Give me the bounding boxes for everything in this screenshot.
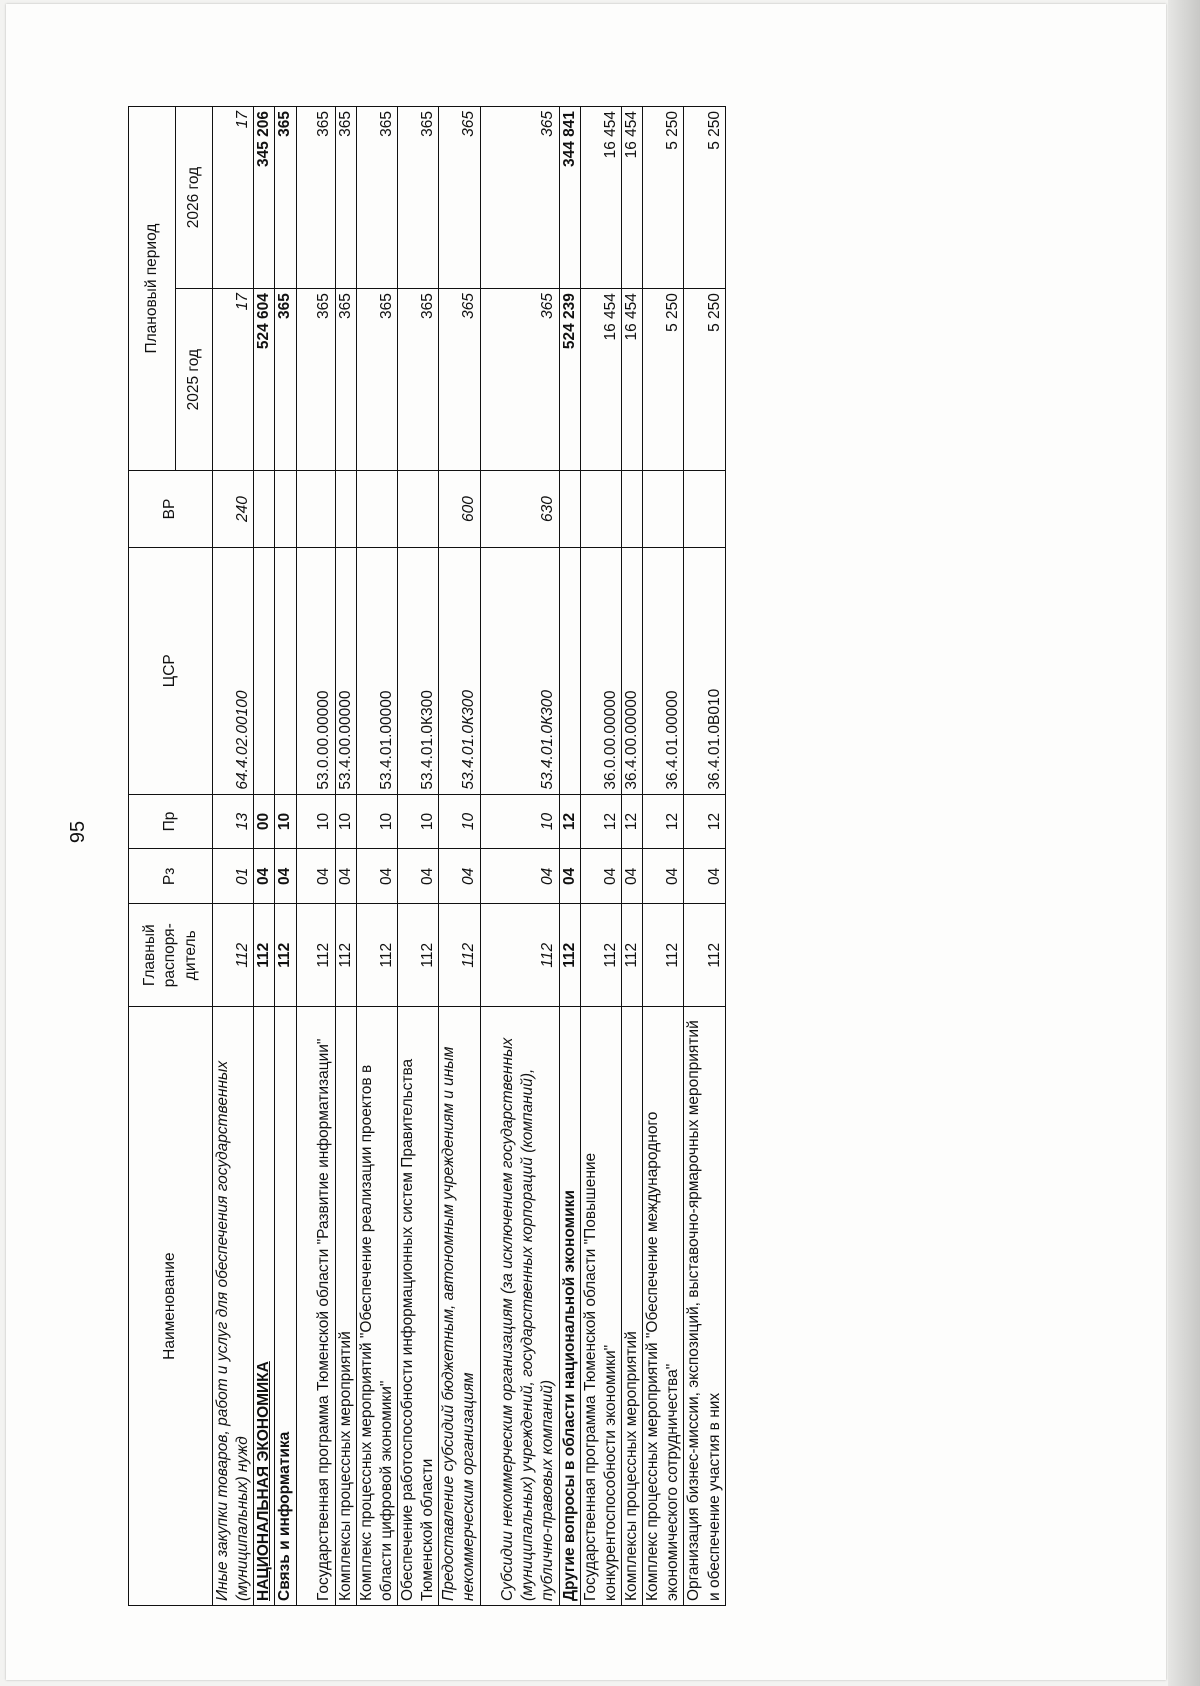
header-vr: ВР <box>129 471 213 548</box>
cell-y2026: 365 <box>275 107 296 289</box>
table-row <box>559 107 580 1606</box>
cell-vr <box>684 471 725 548</box>
cell-rz: 04 <box>684 849 725 904</box>
cell-y2025: 365 <box>335 289 356 471</box>
cell-pr: 12 <box>559 794 580 849</box>
cell-y2025: 365 <box>397 289 438 471</box>
cell-gr: 112 <box>559 904 580 1007</box>
cell-pr: 12 <box>580 794 621 849</box>
cell-name: Другие вопросы в области национальной экономики <box>559 1007 580 1606</box>
header-pr: Пр <box>129 794 213 849</box>
table-row <box>580 107 621 1606</box>
cell-vr <box>621 471 642 548</box>
cell-y2025: 17 <box>213 289 254 471</box>
cell-csr <box>254 547 275 794</box>
rotated-table-container <box>128 106 1033 1606</box>
cell-name: Комплексы процессных мероприятий <box>621 1007 642 1606</box>
cell-y2026: 365 <box>335 107 356 289</box>
header-name: Наименование <box>129 1007 213 1606</box>
cell-y2026: 365 <box>356 107 397 289</box>
cell-rz: 04 <box>254 849 275 904</box>
cell-csr: 53.0.00.00000 <box>296 547 335 794</box>
cell-y2026: 365 <box>296 107 335 289</box>
table-row <box>275 107 296 1606</box>
cell-y2025: 365 <box>356 289 397 471</box>
cell-csr: 53.4.01.0К300 <box>480 547 559 794</box>
table-row <box>254 107 275 1606</box>
cell-vr: 600 <box>439 471 480 548</box>
cell-csr: 36.4.01.00000 <box>643 547 684 794</box>
cell-pr: 12 <box>684 794 725 849</box>
table-body <box>213 107 726 1606</box>
cell-csr: 53.4.00.00000 <box>335 547 356 794</box>
cell-pr: 00 <box>254 794 275 849</box>
cell-gr: 112 <box>621 904 642 1007</box>
header-planning-period: Плановый период <box>129 107 176 471</box>
cell-y2025: 365 <box>275 289 296 471</box>
cell-vr: 630 <box>480 471 559 548</box>
cell-pr: 13 <box>213 794 254 849</box>
cell-y2026: 344 841 <box>559 107 580 289</box>
cell-gr: 112 <box>397 904 438 1007</box>
cell-gr: 112 <box>254 904 275 1007</box>
budget-table <box>128 106 726 1606</box>
cell-pr: 10 <box>335 794 356 849</box>
cell-rz: 04 <box>275 849 296 904</box>
cell-y2025: 365 <box>296 289 335 471</box>
cell-name: Иные закупки товаров, работ и услуг для обеспечения государственных (муниципальных) нужд <box>213 1007 254 1606</box>
cell-name: Организация бизнес-миссии, экспозиций, выставочно-ярмарочных мероприятий и обеспечение участия в них <box>684 1007 725 1606</box>
cell-name: Субсидии некоммерческим организациям (за исключением государственных (муниципальных) учреждений, государственных корпораций (компаний), публично-правовых компаний) <box>480 1007 559 1606</box>
cell-rz: 04 <box>559 849 580 904</box>
cell-pr: 10 <box>275 794 296 849</box>
cell-y2026: 365 <box>480 107 559 289</box>
cell-y2025: 16 454 <box>621 289 642 471</box>
cell-pr: 10 <box>439 794 480 849</box>
cell-rz: 04 <box>397 849 438 904</box>
cell-csr: 36.4.00.00000 <box>621 547 642 794</box>
cell-name: Государственная программа Тюменской области "Повышение конкурентоспособности экономики" <box>580 1007 621 1606</box>
cell-gr: 112 <box>296 904 335 1007</box>
table-row <box>643 107 684 1606</box>
header-2026: 2026 год <box>176 107 213 289</box>
cell-vr <box>643 471 684 548</box>
header-csr: ЦСР <box>129 547 213 794</box>
cell-rz: 04 <box>580 849 621 904</box>
cell-vr <box>296 471 335 548</box>
cell-y2025: 524 604 <box>254 289 275 471</box>
cell-y2026: 365 <box>439 107 480 289</box>
cell-name: Связь и информатика <box>275 1007 296 1606</box>
cell-gr: 112 <box>356 904 397 1007</box>
cell-csr: 36.4.01.0В010 <box>684 547 725 794</box>
cell-rz: 04 <box>296 849 335 904</box>
cell-pr: 10 <box>480 794 559 849</box>
table-row <box>213 107 254 1606</box>
table-row <box>335 107 356 1606</box>
cell-y2025: 365 <box>439 289 480 471</box>
cell-pr: 10 <box>296 794 335 849</box>
cell-y2026: 5 250 <box>643 107 684 289</box>
table-row <box>684 107 725 1606</box>
table-row <box>621 107 642 1606</box>
cell-rz: 01 <box>213 849 254 904</box>
table-row <box>356 107 397 1606</box>
cell-name: Комплекс процессных мероприятий "Обеспечение международного экономического сотрудничества" <box>643 1007 684 1606</box>
cell-vr <box>335 471 356 548</box>
cell-csr: 36.0.00.00000 <box>580 547 621 794</box>
cell-y2026: 5 250 <box>684 107 725 289</box>
scan-edge <box>1168 0 1200 1686</box>
cell-gr: 112 <box>480 904 559 1007</box>
cell-pr: 12 <box>643 794 684 849</box>
cell-vr <box>397 471 438 548</box>
table-row <box>480 107 559 1606</box>
cell-vr <box>356 471 397 548</box>
cell-gr: 112 <box>439 904 480 1007</box>
cell-pr: 10 <box>397 794 438 849</box>
cell-csr <box>275 547 296 794</box>
cell-gr: 112 <box>275 904 296 1007</box>
cell-y2026: 16 454 <box>580 107 621 289</box>
cell-rz: 04 <box>480 849 559 904</box>
cell-csr: 53.4.01.00000 <box>356 547 397 794</box>
header-rz: Рз <box>129 849 213 904</box>
cell-rz: 04 <box>439 849 480 904</box>
header-2025: 2025 год <box>176 289 213 471</box>
cell-pr: 12 <box>621 794 642 849</box>
cell-y2025: 5 250 <box>684 289 725 471</box>
cell-name: Обеспечение работоспособности информационных систем Правительства Тюменской области <box>397 1007 438 1606</box>
cell-csr: 64.4.02.00100 <box>213 547 254 794</box>
cell-y2026: 17 <box>213 107 254 289</box>
cell-gr: 112 <box>643 904 684 1007</box>
cell-name: НАЦИОНАЛЬНАЯ ЭКОНОМИКА <box>254 1007 275 1606</box>
table-row <box>439 107 480 1606</box>
cell-gr: 112 <box>580 904 621 1007</box>
cell-vr <box>559 471 580 548</box>
cell-csr <box>559 547 580 794</box>
cell-gr: 112 <box>213 904 254 1007</box>
cell-y2026: 345 206 <box>254 107 275 289</box>
cell-vr <box>275 471 296 548</box>
cell-y2026: 365 <box>397 107 438 289</box>
page-number: 95 <box>67 820 89 844</box>
cell-y2025: 524 239 <box>559 289 580 471</box>
cell-csr: 53.4.01.0К300 <box>397 547 438 794</box>
cell-name: Предоставление субсидий бюджетным, автономным учреждениям и иным некоммерческим организациям <box>439 1007 480 1606</box>
header-main-manager: Главный распоря-дитель <box>129 904 213 1007</box>
cell-name: Комплекс процессных мероприятий "Обеспечение реализации проектов в области цифровой экономики" <box>356 1007 397 1606</box>
cell-vr <box>254 471 275 548</box>
cell-vr: 240 <box>213 471 254 548</box>
cell-y2026: 16 454 <box>621 107 642 289</box>
cell-rz: 04 <box>621 849 642 904</box>
cell-rz: 04 <box>356 849 397 904</box>
cell-rz: 04 <box>335 849 356 904</box>
cell-gr: 112 <box>684 904 725 1007</box>
cell-vr <box>580 471 621 548</box>
table-row <box>397 107 438 1606</box>
cell-csr: 53.4.01.0К300 <box>439 547 480 794</box>
cell-rz: 04 <box>643 849 684 904</box>
cell-y2025: 365 <box>480 289 559 471</box>
cell-pr: 10 <box>356 794 397 849</box>
cell-y2025: 5 250 <box>643 289 684 471</box>
cell-name: Комплексы процессных мероприятий <box>335 1007 356 1606</box>
cell-y2025: 16 454 <box>580 289 621 471</box>
cell-name: Государственная программа Тюменской области "Развитие информатизации" <box>296 1007 335 1606</box>
table-row <box>296 107 335 1606</box>
cell-gr: 112 <box>335 904 356 1007</box>
